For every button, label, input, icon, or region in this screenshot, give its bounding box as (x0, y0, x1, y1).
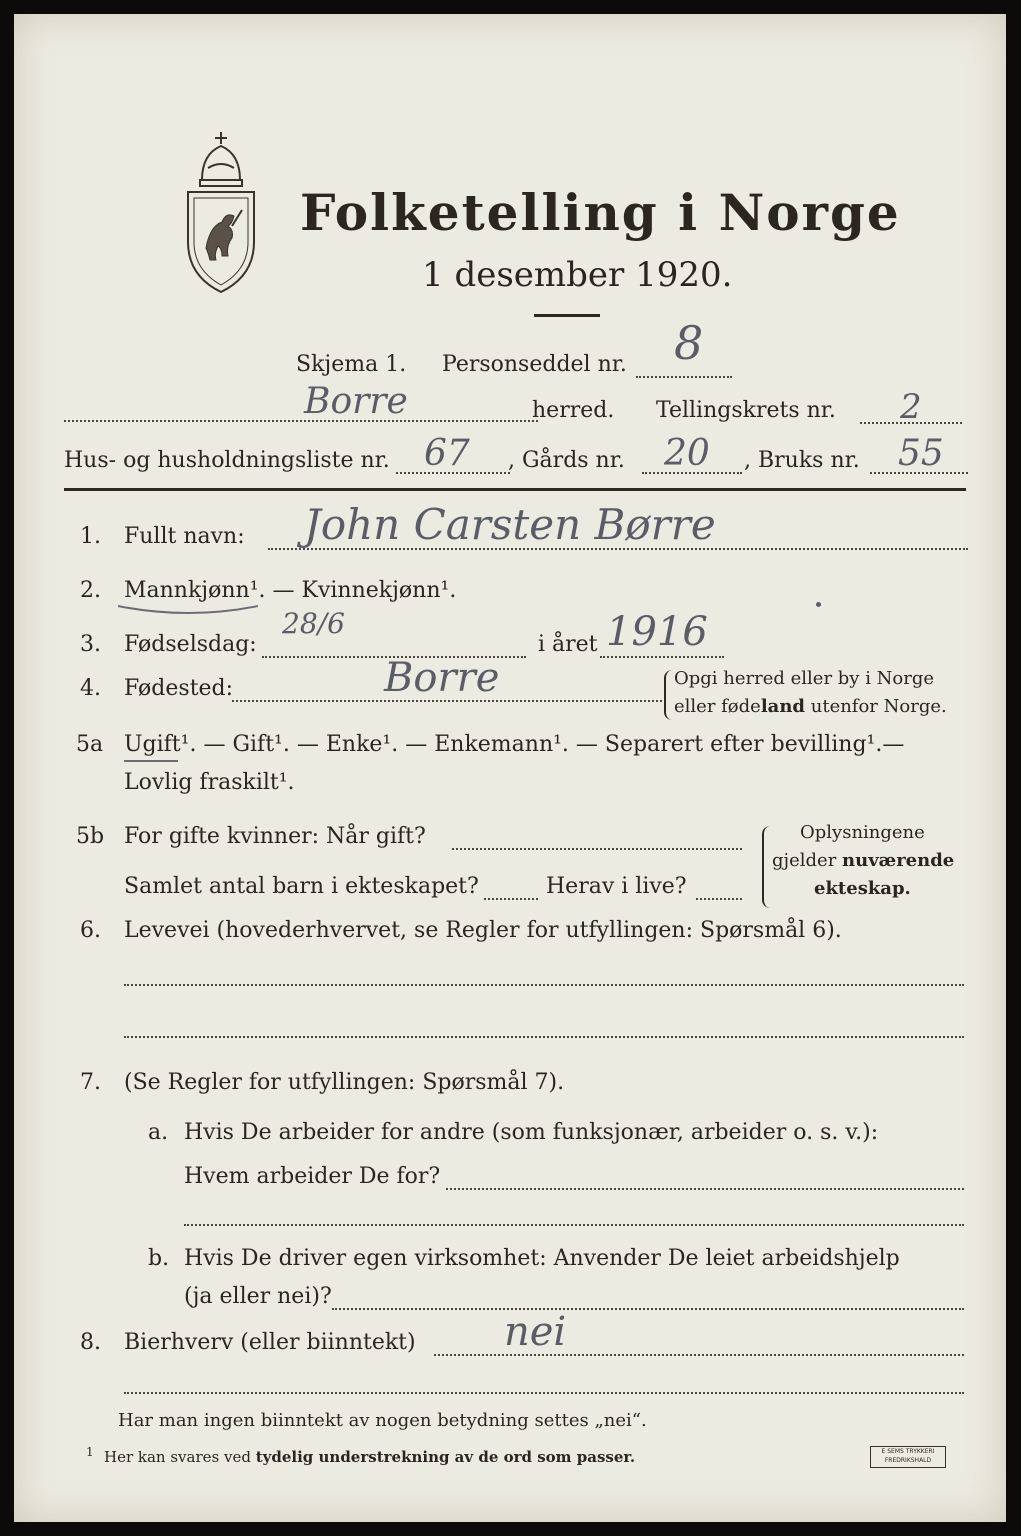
q6-field-line-1 (124, 984, 964, 986)
form-title: Folketelling i Norge (300, 183, 901, 242)
q6-number: 6. (80, 918, 101, 943)
footer-note: Har man ingen biinntekt av nogen betydning settes „nei“. (118, 1410, 647, 1431)
q1-label: Fullt navn: (124, 524, 245, 549)
q5b-living-field (696, 898, 742, 900)
tellingskrets-value: 2 (900, 387, 922, 427)
q7b-label-1: Hvis De driver egen virksomhet: Anvender De leiet arbeidshjelp (184, 1246, 900, 1271)
printer-stamp-line-1: E SEMS TRYKKERI (881, 1448, 935, 1455)
q4-value: Borre (384, 655, 500, 701)
q5b-number: 5b (76, 824, 105, 849)
printer-stamp-line-2: FREDRIKSHALD (884, 1457, 932, 1464)
q3-year-label: i året (538, 632, 598, 657)
q5b-note-2a: gjelder (772, 850, 843, 871)
q5a-underline (124, 760, 178, 762)
q5b-label-2: Samlet antal barn i ekteskapet? (124, 874, 479, 899)
herred-label: herred. (532, 398, 615, 423)
ink-dot (816, 602, 821, 607)
q5b-marriage-date-field (452, 848, 742, 850)
hus-value: 67 (424, 433, 470, 474)
hus-label: Hus- og husholdningsliste nr. (64, 448, 390, 473)
title-divider (534, 314, 600, 317)
q2-underline-mark (114, 598, 264, 618)
q4-label: Fødested: (124, 676, 234, 701)
q5b-brace (762, 826, 770, 908)
gards-label: , Gårds nr. (508, 448, 625, 473)
q4-note-2a: eller føde (674, 696, 761, 717)
q7a-letter: a. (148, 1120, 169, 1145)
q8-label: Bierhverv (eller biinntekt) (124, 1330, 416, 1355)
q5b-note-2b: nuværende (842, 850, 955, 871)
q5b-note-3: ekteskap. (814, 878, 911, 899)
footnote-text (104, 1450, 635, 1465)
norwegian-coat-of-arms-icon (176, 128, 266, 298)
q5a-label-line-2: Lovlig fraskilt¹. (124, 770, 295, 795)
q7a-field-line-1 (446, 1188, 964, 1190)
q4-note-line-1: Opgi herred eller by i Norge (674, 668, 935, 689)
q7a-label-2: Hvem arbeider De for? (184, 1164, 441, 1189)
tellingskrets-label: Tellingskrets nr. (656, 398, 836, 423)
footnote-text-a: Her kan svares ved (104, 1448, 256, 1466)
census-date: 1 desember 1920. (422, 255, 733, 295)
q2-number: 2. (80, 578, 101, 603)
gards-value: 20 (664, 433, 710, 474)
q1-number: 1. (80, 524, 101, 549)
personseddel-label: Personseddel nr. (442, 352, 627, 377)
herred-value: Borre (304, 381, 408, 422)
q5b-label-1: For gifte kvinner: Når gift? (124, 824, 426, 849)
herred-field (64, 420, 538, 422)
q7b-label-2: (ja eller nei)? (184, 1284, 332, 1309)
q5b-children-field (484, 898, 538, 900)
skjema-label: Skjema 1. (296, 352, 407, 377)
q3-year-field (600, 656, 724, 658)
footnote-mark: 1 (86, 1445, 94, 1459)
q4-note-2c: utenfor Norge. (805, 696, 947, 717)
printer-stamp (870, 1446, 946, 1468)
personseddel-field (636, 376, 732, 378)
footnote-text-b: tydelig understrekning av de ord som passer. (255, 1448, 636, 1466)
q4-note-line-2 (674, 698, 947, 716)
q3-label: Fødselsdag: (124, 632, 257, 657)
q3-number: 3. (80, 632, 101, 657)
header-divider (64, 488, 966, 491)
q5b-note-2 (772, 852, 954, 870)
q2-label: Mannkjønn¹. — Kvinnekjønn¹. (124, 578, 457, 603)
q5b-label-3: Herav i live? (546, 874, 687, 899)
q5b-note-1: Oplysningene (800, 822, 925, 843)
q7b-letter: b. (148, 1246, 170, 1271)
q7a-field-line-2 (184, 1224, 964, 1226)
personseddel-value: 8 (674, 316, 704, 370)
q8-field-line-2 (124, 1392, 964, 1394)
q8-number: 8. (80, 1330, 101, 1355)
q4-brace (664, 670, 672, 720)
q6-label: Levevei (hovederhvervet, se Regler for utfyllingen: Spørsmål 6). (124, 918, 842, 943)
q7b-field (332, 1308, 964, 1310)
q7a-label-1: Hvis De arbeider for andre (som funksjonær, arbeider o. s. v.): (184, 1120, 879, 1145)
q4-note-2b: land (760, 696, 806, 717)
q6-field-line-2 (124, 1036, 964, 1038)
bruks-label: , Bruks nr. (744, 448, 860, 473)
q3-year-value: 1916 (606, 609, 708, 655)
q3-value: 28/6 (282, 607, 345, 640)
q1-value: John Carsten Børre (304, 500, 716, 549)
census-form-page (14, 14, 1006, 1522)
q8-value: nei (504, 1309, 567, 1355)
q5a-label: Ugift¹. — Gift¹. — Enke¹. — Enkemann¹. — Separert efter bevilling¹.— (124, 732, 905, 757)
q4-number: 4. (80, 676, 101, 701)
q7-label: (Se Regler for utfyllingen: Spørsmål 7). (124, 1070, 565, 1095)
q5a-number: 5a (76, 732, 104, 757)
bruks-value: 55 (898, 433, 944, 474)
q7-number: 7. (80, 1070, 101, 1095)
